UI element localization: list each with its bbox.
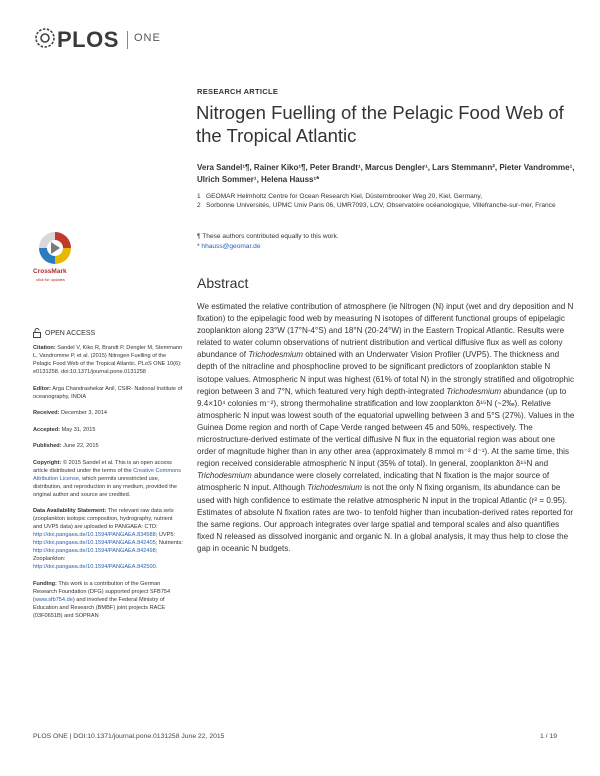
crossmark-sublabel: click for updates — [36, 277, 65, 282]
data-link-zooplankton[interactable]: http://doi.pangaea.de/10.1594/PANGAEA.842500 — [33, 564, 156, 570]
species-name: Trichodesmium — [307, 483, 362, 493]
editor-label: Editor: — [33, 385, 52, 392]
abstract-part: is not the only N fixing organism, its abundance can be used with high confidence to estimate the relative atmospheric N input in the tropical Atlantic (r² = 0.95). Estimates of absolute N fixation rates are two- to tenfold higher than incubation-derived rates reported for the same regions. Our approach integrates over large spatial and temporal scales and also quantifies fixed N released as dissolved inorganic and organic N. In a global analysis, it may thus help to close the gap in oceanic N budgets. — [197, 483, 574, 553]
copyright-text: © 2015 Sandel et al. This is an open access article distributed under the terms of the — [33, 459, 172, 474]
article-title: Nitrogen Fuelling of the Pelagic Food Web of the Tropical Atlantic — [196, 102, 564, 146]
abstract-part: We estimated the relative contribution of atmosphere (ie Nitrogen (N) input (wet and dry deposition and N fixation) to the epipelagic food web by measuring N isotopes of different functional groups of epipelagic zooplankton along 23°W (17°N-4°S) and 18°N (20-24°W) in the Eastern Tropical Atlantic. Results were related to water column observations of nutrient distribution and vertical diffusive flux as well as colony abundance of — [197, 302, 574, 360]
data-availability-block — [33, 507, 183, 571]
editor-block — [33, 385, 183, 401]
published-block — [33, 442, 183, 450]
copyright-label: Copyright: — [33, 459, 62, 466]
funding-text-end: ) and involved the Federal Ministry of Education and Research (BMBF) joint projects RACE (03F0651B) and SOPRAN — [33, 596, 166, 619]
abstract-part: abundance were closely correlated, indicating that N fixation is the major source of atmospheric N input. Although — [197, 471, 550, 493]
abstract-part: abundance (up to 9.4×10⁴ colonies m⁻²), strong thermohaline stratification and low zooplankton δ¹⁵N (~2‰). Relative atmospheric N input was lowest south of the equatorial upwelling between 3 and 5°S (27%). Values in the Guinea Dome region and north of Cape Verde ranged between 45 and 50%, respectively. The microstructure-derived estimate of the vertical diffusive N flux in the equatorial region was about one order of magnitude higher than in any other area (approximately 8 mmol m⁻² d⁻¹). At the same time, this region received considerable atmospheric N input (35% of total). In general, zooplankton δ¹⁵N and — [197, 386, 575, 469]
accepted-block — [33, 426, 183, 434]
data-availability-sep: ; Nutrients: — [155, 540, 183, 546]
received-label: Received: — [33, 410, 60, 416]
data-link-uvp5[interactable]: http://doi.pangaea.de/10.1594/PANGAEA.842405 — [33, 540, 156, 546]
published-label: Published: — [33, 443, 62, 449]
data-link-nutrients[interactable]: http://doi.pangaea.de/10.1594/PANGAEA.842498 — [33, 548, 156, 554]
crossmark-label: CrossMark — [33, 268, 67, 275]
copyright-block — [33, 459, 183, 499]
editor-text: Arga Chandrashekar Anil, CSIR- National Institute of oceanography, INDIA — [33, 385, 183, 400]
author-notes — [197, 232, 577, 251]
citation-text: Sandel V, Kiko R, Brandt P, Dengler M, Stemmann L, Vandromme P, et al. (2015) Nitrogen Fuelling of the Pelagic Food Web of the Tropical Atlantic. PLoS ONE 10(6): e0131258. doi:10.1371/journal.pone.0131258 — [33, 345, 183, 375]
data-availability-sep: ; Zooplankton: — [33, 548, 158, 562]
funding-block — [33, 580, 183, 620]
email-link[interactable]: hhauss@geomar.de — [201, 242, 261, 250]
abstract-part: obtained with an Underwater Vision Profiler (UVP5). The thickness and depth of the nitracline and phosphocline proved to be significant predictors of zooplankton stable N isotope values. Atmospheric N input was highest (61% of total N) in the strongly stratified and oligotrophic region between 3 and 7°N, which featured very high depth-integrated — [197, 350, 575, 396]
abstract-text — [197, 301, 575, 555]
article-metadata-sidebar — [33, 344, 183, 628]
affiliation-item — [197, 201, 577, 210]
data-availability-sep: ; UVP5: — [155, 532, 176, 538]
author-list: Vera Sandel¹¶, Rainer Kiko¹¶, Peter Brandt¹, Marcus Dengler¹, Lars Stemmann², Pieter Vandromme¹, Ulrich Sommer¹, Helena Hauss¹* — [197, 163, 575, 184]
copyright-text-end: , which permits unrestricted use, distribution, and reproduction in any medium, provided the original author and source are credited. — [33, 475, 177, 498]
data-availability-end: . — [155, 564, 158, 570]
crossmark-icon[interactable] — [37, 230, 73, 268]
funding-text: This work is a contribution of the German Research Foundation (DFG) supported project SFB754 ( — [33, 580, 171, 603]
published-date: June 22, 2015 — [61, 443, 99, 449]
page-number: 1 / 19 — [540, 733, 558, 740]
data-availability-text: The relevant raw data sets (zooplankton isotopic composition, hydrography, nutrient and UVP5 data) are uploaded to PANGAEA: CTD: — [33, 508, 174, 530]
logo-wordmark: PLOS — [57, 27, 119, 52]
email-prefix: * — [197, 242, 202, 250]
affiliation-item — [197, 192, 577, 201]
accepted-date: May 31, 2015 — [60, 426, 96, 433]
plos-logo-icon — [34, 27, 56, 49]
corresponding-author-note — [197, 242, 577, 252]
species-name: Trichodesmium — [248, 350, 304, 360]
data-link-ctd[interactable]: http://doi.pangaea.de/10.1594/PANGAEA.834588 — [33, 532, 156, 538]
received-date: December 3, 2014 — [59, 410, 108, 416]
abstract-heading: Abstract — [197, 275, 249, 291]
license-link[interactable]: Creative Commons Attribution License — [33, 467, 181, 482]
funding-link[interactable]: www.sfb754.de — [34, 596, 73, 603]
logo-journal-name: ONE — [134, 32, 161, 44]
accepted-label: Accepted: — [33, 426, 61, 433]
affiliations — [197, 192, 577, 210]
citation-label: Citation: — [33, 345, 56, 351]
affiliation-text: Sorbonne Universités, UPMC Univ Paris 06, UMR7093, LOV, Observatoire océanologique, Villefranche-sur-mer, France — [206, 202, 556, 210]
funding-label: Funding: — [33, 580, 57, 587]
affiliation-text: GEOMAR Helmholtz Centre for Ocean Research Kiel, Düsternbrooker Weg 20, Kiel, Germany, — [206, 193, 483, 200]
data-availability-label: Data Availability Statement: — [33, 508, 107, 514]
species-name: Trichodesmium — [446, 386, 502, 396]
received-block — [33, 409, 183, 417]
species-name: Trichodesmium — [197, 471, 252, 481]
article-type: RESEARCH ARTICLE — [197, 87, 279, 96]
citation-block — [33, 344, 183, 376]
affiliation-number: 1 — [197, 193, 201, 200]
open-access-label: OPEN ACCESS — [45, 329, 96, 337]
equal-contribution-note: ¶ These authors contributed equally to this work. — [197, 233, 339, 240]
open-access-badge — [33, 328, 95, 338]
open-lock-icon — [33, 328, 41, 338]
affiliation-number: 2 — [197, 202, 201, 210]
logo-divider — [127, 31, 128, 49]
footer-citation: PLOS ONE | DOI:10.1371/journal.pone.0131258 June 22, 2015 — [33, 733, 225, 740]
